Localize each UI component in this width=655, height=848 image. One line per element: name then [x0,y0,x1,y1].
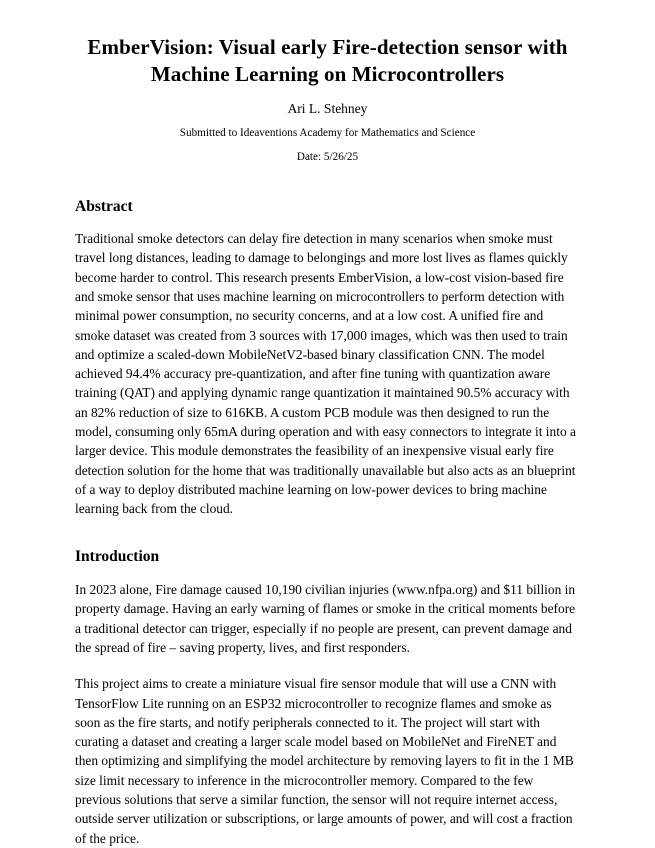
introduction-paragraph-1: In 2023 alone, Fire damage caused 10,190 civilian injuries (www.nfpa.org) and $11 billion in property damage. Having an early warning of flames or smoke in the critical moments before a traditional detector can trigger, especially if no people are present, can prevent damage and the spread of fire – saving property, lives, and first responders. [75,582,576,655]
paper-title-line-2: Machine Learning on Microcontrollers [150,61,505,86]
paper-submitted-to: Submitted to Ideaventions Academy for Mathematics and Science [179,127,476,140]
paper-title [75,34,580,88]
abstract-paragraph: Traditional smoke detectors can delay fire detection in many scenarios when smoke must travel long distances, leading to damage to belongings and more lost lives as flames quickly become harder to control. This research presents EmberVision, a low-cost vision-based fire and smoke sensor that uses machine learning on microcontrollers to perform detection with minimal power consumption, no security concerns, and at a low cost. A unified fire and smoke dataset was created from 3 sources with 17,000 images, which was then used to train and optimize a scaled-down MobileNetV2-based binary classification CNN. The model achieved 94.4% accuracy pre-quantization, and after fine tuning with quantization aware training (QAT) and applying dynamic range quantization it maintained 90.5% accuracy with an 82% reduction of size to 616KB. A custom PCB module was then designed to run the model, consuming only 65mA during operation and with easy connectors to integrate it into a larger device. This module demonstrates the feasibility of an inexpensive visual early fire detection solution for the home that was traditionally unavailable but also acts as an blueprint of a way to deploy distributed machine learning on low-power devices to bring machine learning back from the cloud. [75,231,576,517]
paper-date: Date: 5/26/25 [296,150,359,163]
paper-author: Ari L. Stehney [287,100,368,116]
paper-title-line-1: EmberVision: Visual early Fire-detection sensor with [87,35,568,59]
abstract-heading: Abstract [75,198,133,216]
introduction-heading: Introduction [75,548,160,566]
introduction-paragraph-2: This project aims to create a miniature visual fire sensor module that will use a CNN with TensorFlow Lite running on an ESP32 microcontroller to recognize flames and smoke as soon as the fire starts, and notify peripherals connected to it. The project will start with curating a dataset and creating a larger scale model based on MobileNet and FireNET and then optimizing and simplifying the model architecture by removing layers to fit in the 1 MB size limit necessary to inference in the microcontroller memory. Compared to the few previous solutions that serve a similar function, the sensor will not require internet access, outside server utilization or subscriptions, or large amounts of power, and will cost a fraction of the price. [75,676,574,846]
